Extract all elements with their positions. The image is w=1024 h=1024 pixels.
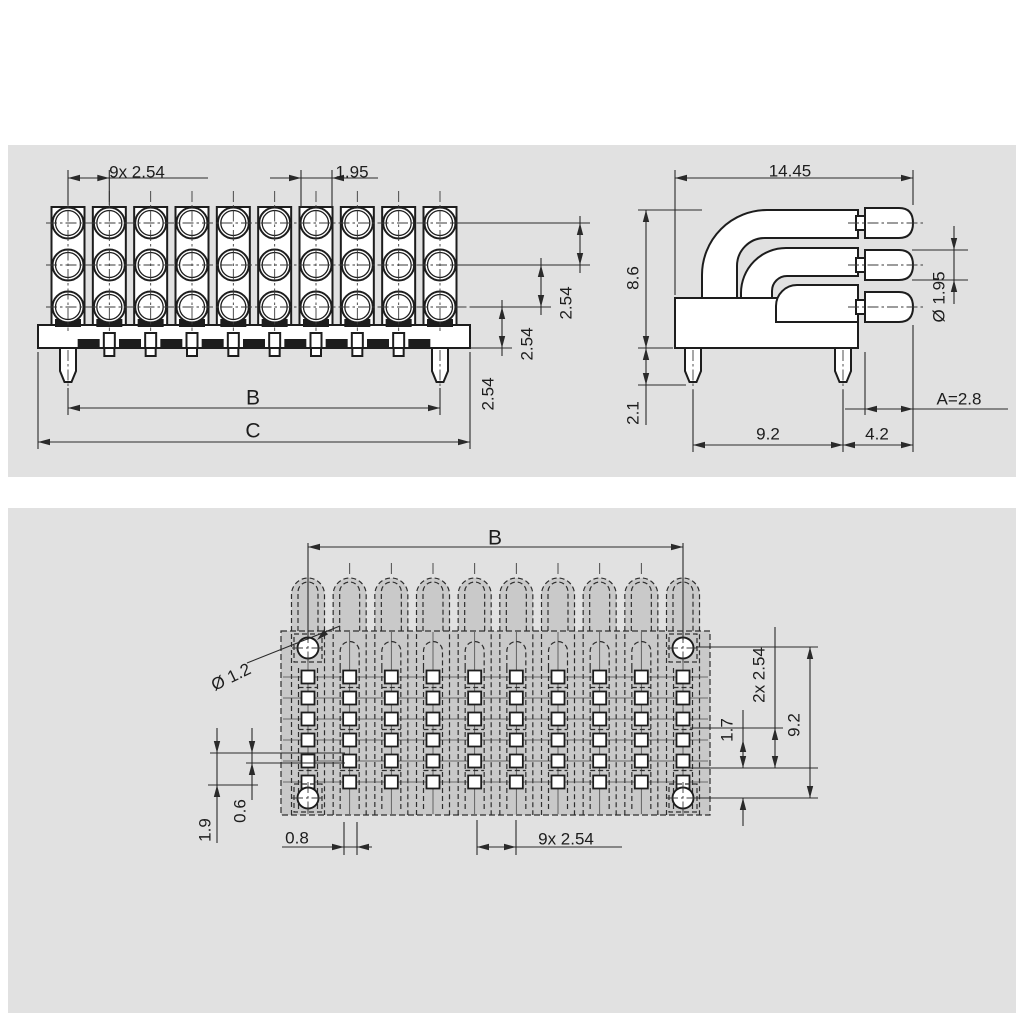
solder-pad: [427, 734, 440, 747]
solder-pad: [635, 671, 648, 684]
dim-arrow: [901, 175, 913, 181]
front-and-side-view-panel: [8, 145, 1016, 477]
solder-pad: [468, 713, 481, 726]
solder-tab-mark: [326, 339, 348, 347]
solder-tab-mark: [408, 339, 430, 347]
solder-pad: [593, 692, 606, 705]
solder-pad: [302, 692, 315, 705]
dim-arrow: [807, 786, 813, 798]
dim-arrow: [428, 405, 440, 411]
fp-b-dim-label: B: [487, 526, 503, 550]
dim-arrow: [289, 175, 301, 181]
dim-arrow: [249, 763, 255, 775]
solder-pad: [677, 671, 690, 684]
solder-tab-mark: [78, 339, 100, 347]
solder-pad: [635, 692, 648, 705]
solder-tab-mark: [160, 339, 182, 347]
solder-pad: [343, 734, 356, 747]
front-pitch-dim-label: 9x 2.54: [109, 162, 165, 182]
solder-pad: [510, 713, 523, 726]
dim-arrow: [643, 210, 649, 222]
footprint-view-panel: [8, 508, 1016, 1013]
solder-pad: [635, 734, 648, 747]
dim-arrow: [499, 307, 505, 319]
solder-pad: [677, 755, 690, 768]
solder-pad: [677, 734, 690, 747]
solder-pad: [302, 713, 315, 726]
dim-arrow: [214, 785, 220, 797]
base-notch: [228, 333, 239, 348]
base-tab: [104, 348, 114, 356]
solder-tab-mark: [119, 339, 141, 347]
dim-arrow: [740, 740, 746, 752]
solder-pad: [677, 713, 690, 726]
solder-pad: [427, 671, 440, 684]
solder-tab-mark: [243, 339, 265, 347]
dim-arrow: [577, 253, 583, 265]
fp-hole-span-dim-label: 9.2: [784, 713, 804, 737]
front-row-dim-label-1: 2.54: [556, 286, 576, 320]
base-tab: [394, 348, 404, 356]
dim-arrow: [357, 844, 369, 850]
solder-pad: [343, 713, 356, 726]
dim-arrow: [772, 728, 778, 740]
front-view-drawing: [38, 170, 590, 449]
dim-arrow: [671, 544, 683, 550]
solder-pad: [427, 755, 440, 768]
side-pin-span-dim-label: 9.2: [756, 424, 780, 444]
side-protrusion-dim-label: A=2.8: [936, 389, 982, 409]
solder-pad: [343, 671, 356, 684]
dim-arrow: [214, 741, 220, 753]
dim-arrow: [477, 844, 489, 850]
dim-arrow: [901, 442, 913, 448]
solder-pad: [552, 692, 565, 705]
solder-pad: [343, 755, 356, 768]
base-notch: [310, 333, 321, 348]
dim-arrow: [332, 844, 344, 850]
solder-pad: [510, 671, 523, 684]
dim-arrow: [772, 756, 778, 768]
side-view-drawing: [638, 170, 1008, 452]
solder-tab-mark: [284, 339, 306, 347]
dim-arrow: [249, 741, 255, 753]
dim-arrow: [865, 406, 877, 412]
dim-arrow: [538, 295, 544, 307]
side-pin-length-dim-label: 2.1: [623, 401, 643, 425]
front-b-dim-label: B: [245, 386, 261, 410]
front-row-dim-label-2: 2.54: [517, 327, 537, 361]
side-height-dim-label: 8.6: [623, 266, 643, 290]
solder-pad: [427, 692, 440, 705]
base-tab: [146, 348, 156, 356]
dim-arrow: [68, 405, 80, 411]
solder-pad: [468, 734, 481, 747]
solder-pad: [593, 734, 606, 747]
solder-pad: [552, 734, 565, 747]
side-lens-dia-dim-label: Ø 1.95: [929, 271, 949, 323]
solder-pad: [593, 713, 606, 726]
solder-pad: [593, 776, 606, 789]
fp-pad-width-dim-label: 0.8: [285, 828, 309, 848]
base-notch: [186, 333, 197, 348]
dim-arrow: [951, 280, 957, 292]
solder-pad: [302, 734, 315, 747]
dim-arrow: [643, 348, 649, 360]
front-c-dim-label: C: [245, 419, 261, 443]
solder-pad: [385, 776, 398, 789]
base-notch: [393, 333, 404, 348]
fp-hole-dia-dim-label: Ø 1.2: [208, 659, 254, 695]
dim-arrow: [643, 373, 649, 385]
dim-arrow: [538, 265, 544, 277]
solder-pad: [552, 713, 565, 726]
front-row-dim-label-3: 2.54: [478, 377, 498, 411]
side-tip-offset-dim-label: 4.2: [865, 424, 889, 444]
solder-pad: [552, 776, 565, 789]
base-notch: [269, 333, 280, 348]
solder-pad: [552, 671, 565, 684]
solder-pad: [635, 755, 648, 768]
solder-pad: [302, 671, 315, 684]
solder-pad: [510, 776, 523, 789]
solder-pad: [468, 776, 481, 789]
solder-pad: [468, 671, 481, 684]
footprint-geometry: [208, 543, 818, 855]
fp-col-pitch-dim-label: 9x 2.54: [538, 829, 594, 849]
light-pipe: [776, 285, 858, 322]
solder-pad: [677, 692, 690, 705]
solder-pad: [510, 734, 523, 747]
base-tab: [311, 348, 321, 356]
solder-tab-mark: [367, 339, 389, 347]
base-notch: [145, 333, 156, 348]
dim-arrow: [843, 442, 855, 448]
solder-pad: [427, 776, 440, 789]
solder-pad: [385, 755, 398, 768]
solder-pad: [635, 776, 648, 789]
base-tab: [187, 348, 197, 356]
base-notch: [104, 333, 115, 348]
solder-pad: [552, 755, 565, 768]
front-side-view-drawing: [8, 145, 1016, 477]
dim-arrow: [901, 406, 913, 412]
base-notch: [352, 333, 363, 348]
dim-arrow: [740, 756, 746, 768]
side-depth-dim-label: 14.45: [768, 161, 812, 181]
dim-arrow: [807, 647, 813, 659]
dim-arrow: [693, 442, 705, 448]
dim-arrow: [38, 439, 50, 445]
dim-arrow: [643, 336, 649, 348]
solder-pad: [302, 755, 315, 768]
footprint-drawing: [8, 508, 1016, 1013]
solder-pad: [427, 713, 440, 726]
dim-arrow: [458, 439, 470, 445]
dim-arrow: [308, 544, 320, 550]
fp-row-pitch-dim-label: 2x 2.54: [749, 647, 769, 703]
dim-arrow: [831, 442, 843, 448]
base-tab: [352, 348, 362, 356]
solder-pad: [343, 692, 356, 705]
dim-arrow: [675, 175, 687, 181]
solder-pad: [510, 755, 523, 768]
dim-arrow: [97, 175, 109, 181]
dim-arrow: [68, 175, 80, 181]
dim-arrow: [740, 798, 746, 810]
solder-pad: [468, 755, 481, 768]
solder-tab-mark: [202, 339, 224, 347]
solder-pad: [385, 692, 398, 705]
fp-pad-offset-dim-label: 0.6: [230, 799, 250, 823]
dim-arrow: [504, 844, 516, 850]
fp-offset-dim-label: 1.9: [195, 818, 215, 842]
base-tab: [228, 348, 238, 356]
dim-arrow: [951, 238, 957, 250]
dim-arrow: [577, 223, 583, 235]
solder-pad: [635, 713, 648, 726]
fp-pad-gap-dim-label: 1.7: [717, 718, 737, 742]
solder-pad: [468, 692, 481, 705]
solder-pad: [385, 713, 398, 726]
base-tab: [270, 348, 280, 356]
front-lens-dim-label: 1.95: [335, 162, 369, 182]
solder-pad: [385, 734, 398, 747]
solder-pad: [343, 776, 356, 789]
solder-pad: [385, 671, 398, 684]
solder-pad: [593, 671, 606, 684]
solder-pad: [510, 692, 523, 705]
dim-arrow: [499, 336, 505, 348]
solder-pad: [593, 755, 606, 768]
